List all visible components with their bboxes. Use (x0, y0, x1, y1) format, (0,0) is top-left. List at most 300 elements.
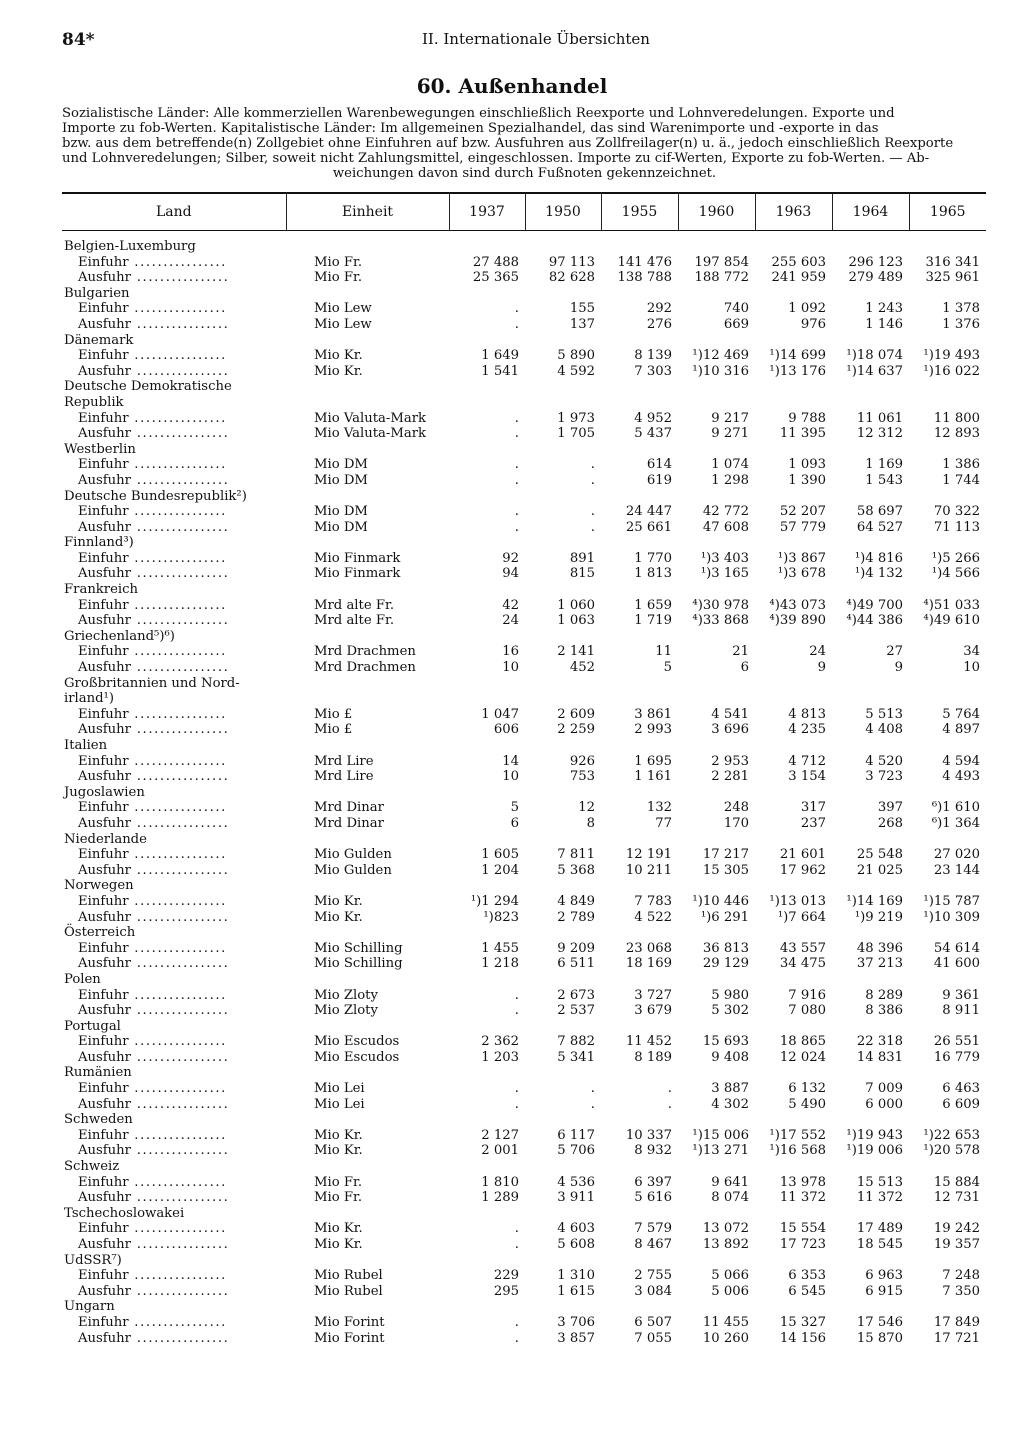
value-cell: 8 289 (865, 987, 903, 1003)
value-cell: ¹)15 006 (692, 1127, 749, 1143)
value-cell: 14 831 (856, 1049, 903, 1065)
country-name-row (62, 442, 986, 458)
empty-cell (909, 972, 986, 988)
value-cell: 4 712 (788, 753, 826, 769)
leader-dots: ................ (130, 1003, 230, 1019)
value-cell: 10 (502, 769, 519, 785)
value-cell: 77 (655, 815, 672, 831)
leader-dots: ................ (128, 504, 227, 520)
country-name: Tschechoslowakei (64, 1205, 185, 1221)
empty-cell (286, 738, 449, 754)
value-cell: 5 066 (711, 1268, 749, 1284)
value-cell: 8 189 (634, 1049, 672, 1065)
value-cell: ¹)16 022 (923, 363, 980, 379)
value-cell: 6 (740, 660, 749, 676)
empty-cell (449, 676, 525, 692)
ausfuhr-row (62, 910, 986, 926)
empty-cell (678, 1159, 755, 1175)
value-cell: 7 882 (557, 1034, 595, 1050)
empty-cell (678, 972, 755, 988)
value-cell: 11 372 (856, 1190, 903, 1206)
row-label: Einfuhr (78, 940, 129, 956)
empty-cell (909, 1299, 986, 1315)
empty-cell (832, 1019, 909, 1035)
value-cell: ¹)3 165 (700, 566, 749, 582)
empty-cell (678, 239, 755, 255)
value-cell: 6 397 (634, 1174, 672, 1190)
einfuhr-row (62, 644, 986, 660)
value-cell: 255 603 (771, 254, 826, 270)
empty-cell (449, 878, 525, 894)
empty-cell (755, 442, 832, 458)
country-name-row (62, 629, 986, 645)
value-cell: 276 (646, 316, 672, 332)
empty-cell (525, 489, 601, 505)
einfuhr-row (62, 457, 986, 473)
value-cell: 1 695 (634, 753, 672, 769)
value-cell: 19 242 (933, 1221, 980, 1237)
value-cell: 17 546 (856, 1314, 903, 1330)
ausfuhr-row (62, 520, 986, 536)
country-name-row (62, 785, 986, 801)
empty-cell (678, 333, 755, 349)
empty-cell (832, 582, 909, 598)
einfuhr-row (62, 348, 986, 364)
column-header-year: 1950 (525, 193, 601, 231)
value-cell: ⁴)51 033 (923, 597, 980, 613)
einfuhr-row (62, 941, 986, 957)
value-cell: 15 305 (702, 862, 749, 878)
value-cell: 70 322 (933, 504, 980, 520)
value-cell: 1 146 (865, 316, 903, 332)
empty-cell (832, 1159, 909, 1175)
value-cell: 188 772 (694, 270, 749, 286)
value-cell: 4 541 (711, 706, 749, 722)
row-label: Ausfuhr (78, 1049, 131, 1065)
value-cell: . (514, 519, 519, 535)
value-cell: 12 191 (625, 847, 672, 863)
value-cell: . (514, 1221, 519, 1237)
country-name-row (62, 1159, 986, 1175)
row-label: Ausfuhr (78, 1096, 131, 1112)
unit-cell: Mio Finmark (314, 550, 401, 566)
value-cell: 1 161 (634, 769, 672, 785)
value-cell: . (514, 472, 519, 488)
ausfuhr-label (62, 613, 286, 629)
row-label: Ausfuhr (78, 1003, 131, 1019)
leader-dots: ................ (130, 316, 230, 332)
value-cell: 71 113 (933, 519, 980, 535)
value-cell: 3 084 (634, 1283, 672, 1299)
country-name: Italien (64, 738, 108, 753)
empty-cell (678, 1112, 755, 1128)
value-cell: ¹)18 074 (846, 348, 903, 364)
empty-cell (755, 1206, 832, 1222)
empty-cell (755, 1019, 832, 1035)
value-cell: 15 870 (856, 1330, 903, 1346)
empty-cell (909, 832, 986, 848)
value-cell: ¹)10 309 (923, 909, 980, 925)
country-name-row (62, 925, 986, 941)
value-cell: 8 386 (865, 1003, 903, 1019)
value-cell: 11 800 (933, 410, 980, 426)
unit-cell: Mio Fr. (314, 254, 363, 270)
value-cell: 57 779 (779, 519, 826, 535)
value-cell: 17 489 (856, 1221, 903, 1237)
empty-cell (449, 1253, 525, 1269)
value-cell: 155 (569, 301, 595, 317)
empty-cell (755, 691, 832, 707)
unit-cell: Mio DM (314, 519, 368, 535)
value-cell: 1 705 (557, 426, 595, 442)
note-line: Sozialistische Länder: Alle kommerziellen Warenbewegungen einschließlich Reexporte und Lohnveredelungen. Exporte und (62, 106, 895, 121)
country-name: Deutsche Demokratische (64, 379, 232, 395)
value-cell: ¹)14 169 (846, 893, 903, 909)
value-cell: ¹)3 867 (777, 550, 826, 566)
value-cell: 268 (877, 815, 903, 831)
empty-cell (832, 489, 909, 505)
empty-cell (755, 582, 832, 598)
value-cell: 34 (963, 644, 980, 660)
value-cell: ¹)14 637 (846, 363, 903, 379)
empty-cell (909, 691, 986, 707)
empty-cell (601, 1065, 678, 1081)
note-line: und Lohnveredelungen; Silber, soweit nicht Zahlungsmittel, eingeschlossen. Importe zu cif-Werten, Exporte zu fob-Werten. — Ab- (62, 151, 930, 166)
value-cell: 21 025 (856, 862, 903, 878)
value-cell: 11 455 (702, 1314, 749, 1330)
unit-cell: Mrd alte Fr. (314, 597, 395, 613)
value-cell: 2 259 (557, 722, 595, 738)
value-cell: 397 (877, 800, 903, 816)
einfuhr-label (62, 551, 286, 567)
empty-cell (909, 738, 986, 754)
unit-cell: Mio Rubel (314, 1283, 383, 1299)
value-cell: 94 (502, 566, 519, 582)
value-cell: 5 341 (557, 1049, 595, 1065)
value-cell: 7 350 (942, 1283, 980, 1299)
empty-cell (449, 691, 525, 707)
value-cell: 22 318 (856, 1034, 903, 1050)
spacer-cell (62, 231, 286, 240)
empty-cell (678, 1065, 755, 1081)
empty-cell (449, 395, 525, 411)
empty-cell (909, 286, 986, 302)
row-label: Ausfuhr (78, 956, 131, 972)
value-cell: ¹)13 013 (769, 893, 826, 909)
value-cell: 1 093 (788, 457, 826, 473)
row-label: Einfuhr (78, 410, 129, 426)
value-cell: ⁶)1 610 (931, 800, 980, 816)
section-title: II. Internationale Übersichten (422, 30, 650, 48)
empty-cell (678, 925, 755, 941)
table-body (62, 231, 986, 1347)
value-cell: 740 (723, 301, 749, 317)
value-cell: 2 609 (557, 706, 595, 722)
value-cell: . (514, 987, 519, 1003)
country-name-row (62, 286, 986, 302)
empty-cell (909, 379, 986, 395)
unit-cell: Mio Lew (314, 301, 372, 317)
value-cell: 27 020 (933, 847, 980, 863)
value-cell: 15 693 (702, 1034, 749, 1050)
einfuhr-row (62, 1221, 986, 1237)
einfuhr-label (62, 1034, 286, 1050)
spacer-cell (755, 231, 832, 240)
ausfuhr-label (62, 1050, 286, 1066)
ausfuhr-row (62, 863, 986, 879)
country-name-row (62, 676, 986, 692)
value-cell: 29 129 (702, 956, 749, 972)
empty-cell (909, 489, 986, 505)
header-row (62, 193, 986, 231)
value-cell: 7 248 (942, 1268, 980, 1284)
unit-cell: Mio DM (314, 457, 368, 473)
value-cell: 10 337 (625, 1127, 672, 1143)
value-cell: 3 679 (634, 1003, 672, 1019)
einfuhr-label (62, 255, 286, 271)
unit-cell: Mio Kr. (314, 1127, 363, 1143)
value-cell: 1 386 (942, 457, 980, 473)
ausfuhr-row (62, 1190, 986, 1206)
row-label: Ausfuhr (78, 815, 131, 831)
ausfuhr-label (62, 270, 286, 286)
spacer-cell (449, 231, 525, 240)
country-name-row (62, 1019, 986, 1035)
value-cell: ¹)16 568 (769, 1143, 826, 1159)
country-name: Finnland³) (64, 535, 134, 551)
empty-cell (678, 442, 755, 458)
value-cell: 10 211 (625, 862, 672, 878)
ausfuhr-row (62, 1237, 986, 1253)
country-name-row (62, 1206, 986, 1222)
einfuhr-label (62, 1268, 286, 1284)
value-cell: ¹)9 219 (854, 909, 903, 925)
empty-cell (286, 286, 449, 302)
value-cell: 23 068 (625, 940, 672, 956)
unit-cell: Mio Kr. (314, 909, 363, 925)
empty-cell (286, 691, 449, 707)
value-cell: 619 (646, 472, 672, 488)
value-cell: 4 302 (711, 1096, 749, 1112)
value-cell: 4 235 (788, 722, 826, 738)
value-cell: ¹)17 552 (769, 1127, 826, 1143)
country-name-row (62, 239, 986, 255)
empty-cell (525, 1019, 601, 1035)
unit-cell: Mio Kr. (314, 1143, 363, 1159)
unit-cell: Mrd Dinar (314, 815, 384, 831)
value-cell: 16 779 (933, 1049, 980, 1065)
empty-cell (525, 286, 601, 302)
value-cell: 1 060 (557, 597, 595, 613)
value-cell: 7 811 (557, 847, 595, 863)
value-cell: 1 455 (481, 940, 519, 956)
country-name-row (62, 1299, 986, 1315)
value-cell: 3 887 (711, 1081, 749, 1097)
ausfuhr-row (62, 566, 986, 582)
value-cell: 82 628 (548, 270, 595, 286)
value-cell: 2 281 (711, 769, 749, 785)
leader-dots: ................ (128, 1221, 227, 1237)
country-name-row (62, 832, 986, 848)
leader-dots: ................ (130, 815, 230, 831)
value-cell: 197 854 (694, 254, 749, 270)
value-cell: 1 615 (557, 1283, 595, 1299)
unit-cell: Mio Rubel (314, 1268, 383, 1284)
value-cell: 1 770 (634, 550, 672, 566)
unit-cell: Mrd Dinar (314, 800, 384, 816)
value-cell: 5 616 (634, 1190, 672, 1206)
value-cell: . (514, 1330, 519, 1346)
column-header-year: 1937 (449, 193, 525, 231)
empty-cell (449, 286, 525, 302)
value-cell: . (590, 519, 595, 535)
value-cell: ¹)3 403 (700, 550, 749, 566)
value-cell: 7 055 (634, 1330, 672, 1346)
country-name-row (62, 691, 986, 707)
empty-cell (909, 395, 986, 411)
value-cell: 296 123 (848, 254, 903, 270)
value-cell: 43 557 (779, 940, 826, 956)
value-cell: 26 551 (933, 1034, 980, 1050)
value-cell: 9 217 (711, 410, 749, 426)
value-cell: ¹)13 176 (769, 363, 826, 379)
value-cell: 5 (663, 660, 672, 676)
value-cell: 41 600 (933, 956, 980, 972)
empty-cell (755, 738, 832, 754)
leader-dots: ................ (128, 550, 227, 566)
value-cell: 7 080 (788, 1003, 826, 1019)
einfuhr-row (62, 1315, 986, 1331)
empty-cell (601, 395, 678, 411)
leader-dots: ................ (130, 769, 230, 785)
value-cell: ¹)10 446 (692, 893, 749, 909)
unit-cell: Mio DM (314, 472, 368, 488)
page-header (62, 30, 988, 54)
empty-cell (449, 1159, 525, 1175)
value-cell: 15 327 (779, 1314, 826, 1330)
empty-cell (449, 239, 525, 255)
value-cell: . (590, 1096, 595, 1112)
row-label: Einfuhr (78, 644, 129, 660)
ausfuhr-row (62, 1097, 986, 1113)
country-name-row (62, 395, 986, 411)
einfuhr-row (62, 800, 986, 816)
ausfuhr-label (62, 1003, 286, 1019)
einfuhr-row (62, 598, 986, 614)
value-cell: 6 507 (634, 1314, 672, 1330)
value-cell: 34 475 (779, 956, 826, 972)
row-label: Ausfuhr (78, 472, 131, 488)
country-name: Griechenland⁵)⁶) (64, 628, 175, 644)
empty-cell (449, 738, 525, 754)
row-label: Einfuhr (78, 847, 129, 863)
empty-cell (525, 1065, 601, 1081)
value-cell: 138 788 (617, 270, 672, 286)
row-label: Einfuhr (78, 987, 129, 1003)
country-name-row (62, 972, 986, 988)
ausfuhr-row (62, 1050, 986, 1066)
empty-cell (525, 239, 601, 255)
value-cell: . (514, 1237, 519, 1252)
value-cell: 2 001 (481, 1143, 519, 1159)
empty-cell (832, 442, 909, 458)
ausfuhr-row (62, 769, 986, 785)
empty-cell (678, 691, 755, 707)
leader-dots: ................ (130, 862, 230, 878)
value-cell: 5 437 (634, 426, 672, 442)
empty-cell (678, 785, 755, 801)
ausfuhr-row (62, 270, 986, 286)
empty-cell (909, 1253, 986, 1269)
ausfuhr-label (62, 660, 286, 676)
ausfuhr-label (62, 317, 286, 333)
value-cell: 8 467 (634, 1237, 672, 1252)
unit-cell: Mio Lei (314, 1081, 365, 1097)
value-cell: 9 788 (788, 410, 826, 426)
country-name: Republik (64, 394, 124, 410)
column-header-year: 1955 (601, 193, 678, 231)
value-cell: 48 396 (856, 940, 903, 956)
einfuhr-label (62, 504, 286, 520)
value-cell: ⁴)30 978 (692, 597, 749, 613)
leader-dots: ................ (128, 644, 227, 660)
country-name-row (62, 1253, 986, 1269)
country-name: Norwegen (64, 878, 134, 894)
empty-cell (909, 785, 986, 801)
country-name: Ungarn (64, 1299, 115, 1315)
empty-cell (449, 333, 525, 349)
value-cell: 10 260 (702, 1330, 749, 1346)
row-label: Ausfuhr (78, 519, 131, 535)
value-cell: ¹)20 578 (923, 1143, 980, 1159)
ausfuhr-label (62, 1097, 286, 1113)
empty-cell (525, 1112, 601, 1128)
value-cell: 6 117 (557, 1127, 595, 1143)
value-cell: 2 127 (481, 1127, 519, 1143)
value-cell: 6 353 (788, 1268, 826, 1284)
leader-dots: ................ (128, 893, 227, 909)
einfuhr-label (62, 988, 286, 1004)
value-cell: 452 (569, 660, 595, 676)
value-cell: 12 731 (933, 1190, 980, 1206)
empty-cell (832, 1299, 909, 1315)
ausfuhr-label (62, 473, 286, 489)
value-cell: 10 (502, 660, 519, 676)
unit-cell: Mio Kr. (314, 363, 363, 379)
einfuhr-label (62, 1175, 286, 1191)
value-cell: 926 (569, 753, 595, 769)
value-cell: 13 072 (702, 1221, 749, 1237)
column-header-year: 1965 (909, 193, 986, 231)
country-name-row (62, 1065, 986, 1081)
value-cell: 18 169 (625, 956, 672, 972)
empty-cell (678, 286, 755, 302)
leader-dots: ................ (128, 1127, 227, 1143)
value-cell: 58 697 (856, 504, 903, 520)
value-cell: 37 213 (856, 956, 903, 972)
ausfuhr-row (62, 364, 986, 380)
value-cell: ¹)823 (483, 909, 519, 925)
spacer-cell (525, 231, 601, 240)
ausfuhr-label (62, 816, 286, 832)
empty-cell (601, 629, 678, 645)
empty-cell (286, 1065, 449, 1081)
empty-cell (286, 379, 449, 395)
unit-cell: Mio Valuta-Mark (314, 410, 427, 426)
empty-cell (286, 972, 449, 988)
empty-cell (909, 582, 986, 598)
value-cell: ¹)19 943 (846, 1127, 903, 1143)
